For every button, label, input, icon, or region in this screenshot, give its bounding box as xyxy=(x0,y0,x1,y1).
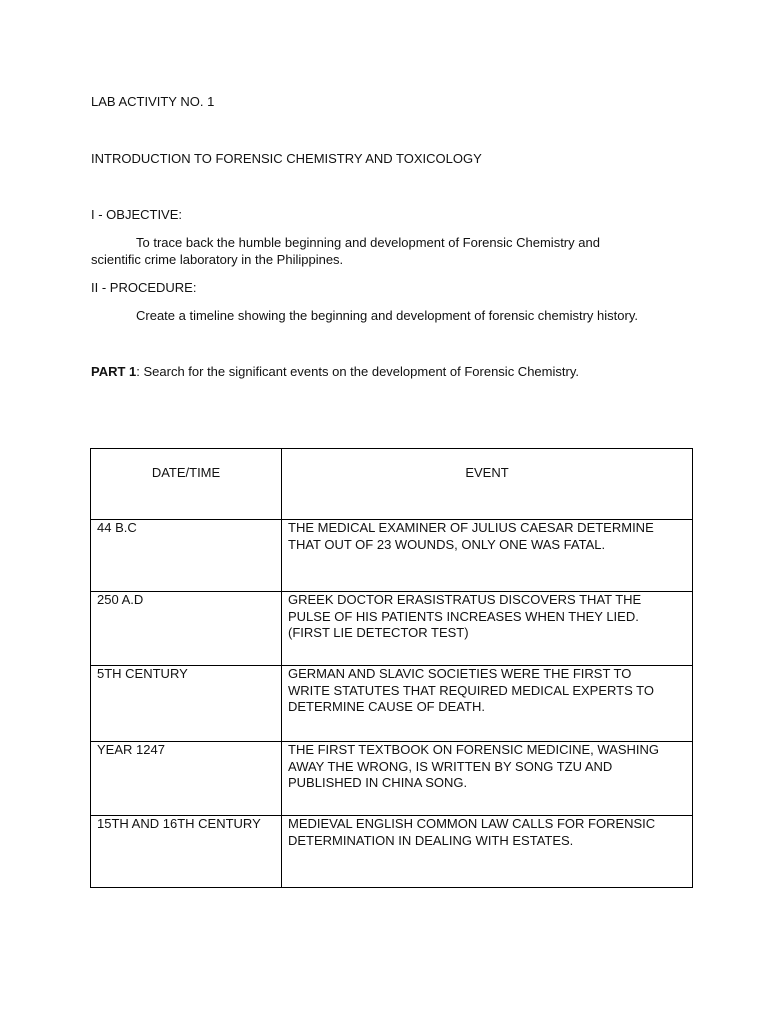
event-cell xyxy=(282,742,693,816)
timeline-table xyxy=(90,448,693,888)
table-row xyxy=(91,520,693,592)
event-line: DETERMINATION IN DEALING WITH ESTATES. xyxy=(288,832,574,848)
event-line: PUBLISHED IN CHINA SONG. xyxy=(288,775,468,790)
table-row xyxy=(91,742,693,816)
table-row xyxy=(91,592,693,666)
event-line: (FIRST LIE DETECTOR TEST) xyxy=(288,625,469,640)
event-line: WRITE STATUTES THAT REQUIRED MEDICAL EXPERTS TO xyxy=(288,682,654,698)
table-row xyxy=(91,816,693,888)
event-line: GREEK DOCTOR ERASISTRATUS DISCOVERS THAT THE xyxy=(288,592,642,607)
date-cell: YEAR 1247 xyxy=(91,742,282,816)
event-cell xyxy=(282,666,693,742)
event-line: THAT OUT OF 23 WOUNDS, ONLY ONE WAS FATAL. xyxy=(288,536,606,552)
event-cell xyxy=(282,520,693,592)
event-line: THE MEDICAL EXAMINER OF JULIUS CAESAR DETERMINE xyxy=(288,520,654,535)
objective-heading: I - OBJECTIVE: xyxy=(91,207,183,222)
date-cell: 250 A.D xyxy=(91,592,282,666)
event-cell xyxy=(282,592,693,666)
header-date-time: DATE/TIME xyxy=(91,449,282,520)
part-1-instruction xyxy=(91,363,579,380)
event-cell xyxy=(282,816,693,888)
part-text: : Search for the significant events on the development of Forensic Chemistry. xyxy=(136,364,579,379)
event-line: MEDIEVAL ENGLISH COMMON LAW CALLS FOR FORENSIC xyxy=(288,816,656,831)
table-row xyxy=(91,666,693,742)
course-title: INTRODUCTION TO FORENSIC CHEMISTRY AND TOXICOLOGY xyxy=(91,151,482,166)
event-line: GERMAN AND SLAVIC SOCIETIES WERE THE FIRST TO xyxy=(288,666,632,681)
event-line: PULSE OF HIS PATIENTS INCREASES WHEN THEY LIED. xyxy=(288,608,639,624)
date-cell: 44 B.C xyxy=(91,520,282,592)
event-line: THE FIRST TEXTBOOK ON FORENSIC MEDICINE, WASHING xyxy=(288,742,660,757)
date-cell: 15TH AND 16TH CENTURY xyxy=(91,816,282,888)
procedure-heading: II - PROCEDURE: xyxy=(91,280,197,295)
event-line: AWAY THE WRONG, IS WRITTEN BY SONG TZU AND xyxy=(288,758,613,774)
objective-line-1: To trace back the humble beginning and development of Forensic Chemistry and xyxy=(136,235,600,250)
part-label: PART 1 xyxy=(91,364,137,379)
date-cell: 5TH CENTURY xyxy=(91,666,282,742)
event-line: DETERMINE CAUSE OF DEATH. xyxy=(288,699,485,714)
header-event: EVENT xyxy=(282,449,693,520)
procedure-text: Create a timeline showing the beginning and development of forensic chemistry history. xyxy=(136,308,638,323)
objective-line-2: scientific crime laboratory in the Philippines. xyxy=(91,252,344,267)
table-header-row xyxy=(91,449,693,520)
lab-title: LAB ACTIVITY NO. 1 xyxy=(91,94,215,109)
